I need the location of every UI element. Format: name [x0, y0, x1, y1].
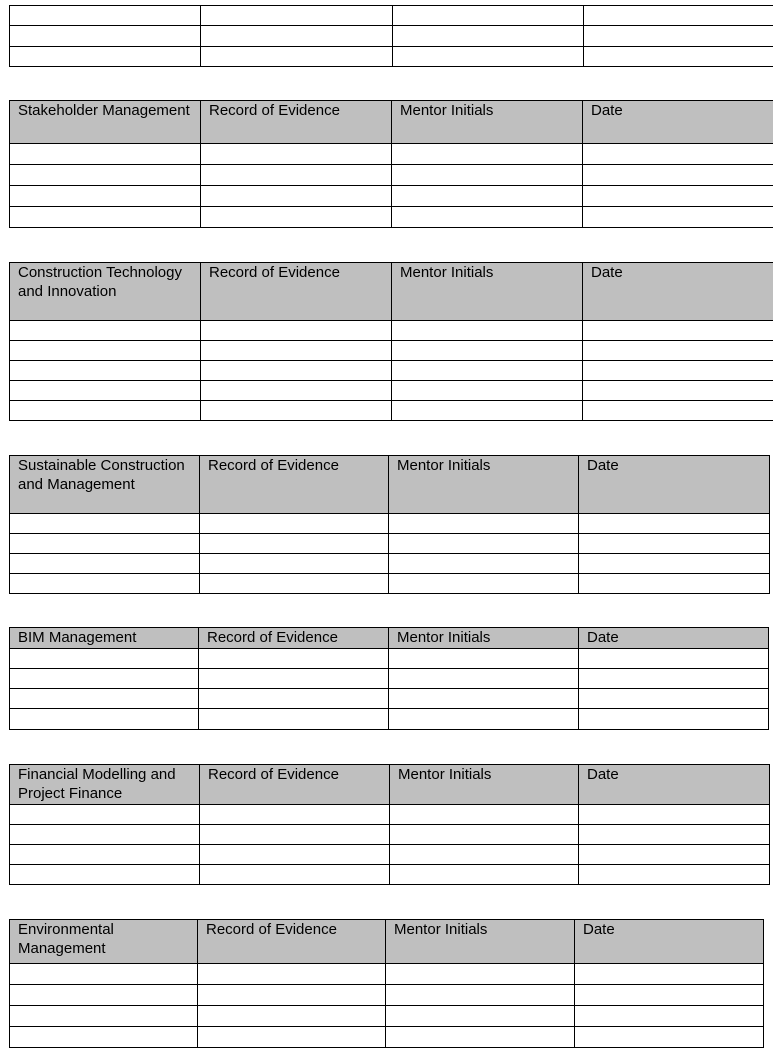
table-row	[10, 865, 770, 885]
mentor-initials-cell	[393, 6, 584, 26]
table-row	[10, 26, 773, 47]
date-cell	[583, 341, 773, 361]
mentor-initials-cell	[389, 649, 579, 669]
evidence-cell	[201, 6, 393, 26]
date-header: Date	[579, 456, 770, 514]
evidence-cell	[201, 207, 392, 228]
evidence-cell	[200, 574, 389, 594]
evidence-cell	[200, 865, 390, 885]
date-cell	[579, 689, 769, 709]
competency-cell	[10, 865, 200, 885]
evidence-cell	[201, 401, 392, 421]
evidence-cell	[201, 381, 392, 401]
table-row	[10, 669, 769, 689]
table-row	[10, 186, 773, 207]
environmental-management-table	[9, 919, 764, 1048]
competency-cell	[10, 669, 199, 689]
competency-cell	[10, 985, 198, 1006]
date-header: Date	[575, 920, 764, 964]
date-cell	[575, 964, 764, 985]
evidence-cell	[200, 805, 390, 825]
table-row	[10, 381, 773, 401]
date-cell	[583, 381, 773, 401]
date-header: Date	[579, 628, 769, 649]
mentor-initials-header: Mentor Initials	[386, 920, 575, 964]
header-row	[10, 628, 769, 649]
table-row	[10, 321, 773, 341]
date-cell	[583, 144, 773, 165]
mentor-initials-header: Mentor Initials	[392, 101, 583, 144]
construction-technology-table	[9, 262, 773, 421]
mentor-initials-header: Mentor Initials	[392, 263, 583, 321]
mentor-initials-cell	[392, 401, 583, 421]
date-header: Date	[583, 263, 773, 321]
table-row	[10, 401, 773, 421]
competency-cell	[10, 144, 201, 165]
record-of-evidence-header: Record of Evidence	[201, 101, 392, 144]
date-header: Date	[579, 765, 770, 805]
evidence-cell	[200, 845, 390, 865]
date-cell	[579, 514, 770, 534]
table-row	[10, 1006, 764, 1027]
date-cell	[579, 825, 770, 845]
competency-cell	[10, 381, 201, 401]
mentor-initials-cell	[389, 574, 579, 594]
competency-cell	[10, 361, 201, 381]
header-row	[10, 456, 770, 514]
evidence-cell	[199, 649, 389, 669]
table-row	[10, 207, 773, 228]
mentor-initials-cell	[393, 26, 584, 47]
table-row	[10, 985, 764, 1006]
mentor-initials-cell	[389, 669, 579, 689]
date-cell	[583, 207, 773, 228]
table-row	[10, 165, 773, 186]
date-cell	[583, 401, 773, 421]
section-title: Sustainable Construction and Management	[10, 456, 200, 514]
section-title: Financial Modelling and Project Finance	[10, 765, 200, 805]
date-cell	[584, 47, 773, 67]
mentor-initials-cell	[392, 207, 583, 228]
evidence-cell	[201, 361, 392, 381]
section-title: Stakeholder Management	[10, 101, 201, 144]
record-of-evidence-header: Record of Evidence	[198, 920, 386, 964]
table-row	[10, 47, 773, 67]
table-row	[10, 361, 773, 381]
competency-cell	[10, 165, 201, 186]
table-row	[10, 534, 770, 554]
sustainable-construction-table	[9, 455, 770, 594]
record-of-evidence-header: Record of Evidence	[201, 263, 392, 321]
competency-cell	[10, 649, 199, 669]
header-row	[10, 920, 764, 964]
table-row	[10, 709, 769, 730]
competency-cell	[10, 6, 201, 26]
mentor-initials-cell	[392, 144, 583, 165]
evidence-cell	[198, 1027, 386, 1048]
table-row	[10, 574, 770, 594]
mentor-initials-cell	[386, 985, 575, 1006]
evidence-cell	[200, 554, 389, 574]
table-row	[10, 845, 770, 865]
competency-cell	[10, 186, 201, 207]
mentor-initials-cell	[392, 186, 583, 207]
mentor-initials-cell	[386, 1006, 575, 1027]
date-cell	[579, 574, 770, 594]
competency-cell	[10, 534, 200, 554]
evidence-cell	[199, 669, 389, 689]
date-cell	[575, 985, 764, 1006]
competency-cell	[10, 964, 198, 985]
evidence-cell	[201, 165, 392, 186]
evidence-cell	[199, 689, 389, 709]
evidence-cell	[201, 47, 393, 67]
table-row	[10, 6, 773, 26]
header-row	[10, 765, 770, 805]
mentor-initials-cell	[390, 825, 579, 845]
header-row	[10, 101, 773, 144]
section-title: BIM Management	[10, 628, 199, 649]
record-of-evidence-header: Record of Evidence	[200, 765, 390, 805]
date-cell	[579, 534, 770, 554]
date-cell	[579, 805, 770, 825]
mentor-initials-cell	[390, 865, 579, 885]
competency-cell	[10, 47, 201, 67]
competency-cell	[10, 1006, 198, 1027]
mentor-initials-cell	[392, 321, 583, 341]
mentor-initials-cell	[389, 554, 579, 574]
mentor-initials-cell	[392, 341, 583, 361]
date-cell	[579, 554, 770, 574]
evidence-cell	[200, 825, 390, 845]
date-cell	[579, 649, 769, 669]
table-row	[10, 554, 770, 574]
record-of-evidence-header: Record of Evidence	[199, 628, 389, 649]
evidence-cell	[201, 341, 392, 361]
date-cell	[583, 321, 773, 341]
evidence-cell	[199, 709, 389, 730]
competency-cell	[10, 845, 200, 865]
table-row	[10, 805, 770, 825]
date-cell	[579, 709, 769, 730]
mentor-initials-header: Mentor Initials	[389, 456, 579, 514]
table-row	[10, 649, 769, 669]
competency-cell	[10, 709, 199, 730]
competency-cell	[10, 825, 200, 845]
bim-management-table	[9, 627, 769, 730]
competency-cell	[10, 805, 200, 825]
table-row	[10, 1027, 764, 1048]
continued-table	[9, 5, 773, 67]
mentor-initials-cell	[392, 165, 583, 186]
mentor-initials-cell	[386, 1027, 575, 1048]
table-row	[10, 964, 764, 985]
date-cell	[579, 669, 769, 689]
mentor-initials-cell	[393, 47, 584, 67]
mentor-initials-cell	[389, 514, 579, 534]
table-row	[10, 144, 773, 165]
competency-cell	[10, 321, 201, 341]
competency-cell	[10, 26, 201, 47]
header-row	[10, 263, 773, 321]
table-row	[10, 689, 769, 709]
date-cell	[579, 865, 770, 885]
competency-cell	[10, 514, 200, 534]
evidence-cell	[200, 534, 389, 554]
evidence-cell	[201, 26, 393, 47]
financial-modelling-table	[9, 764, 770, 885]
section-title: Construction Technology and Innovation	[10, 263, 201, 321]
date-cell	[583, 361, 773, 381]
competency-cell	[10, 401, 201, 421]
date-cell	[583, 186, 773, 207]
evidence-cell	[201, 321, 392, 341]
mentor-initials-header: Mentor Initials	[390, 765, 579, 805]
competency-cell	[10, 1027, 198, 1048]
evidence-cell	[201, 186, 392, 207]
mentor-initials-header: Mentor Initials	[389, 628, 579, 649]
mentor-initials-cell	[392, 381, 583, 401]
date-cell	[579, 845, 770, 865]
competency-cell	[10, 207, 201, 228]
date-cell	[584, 26, 773, 47]
date-header: Date	[583, 101, 773, 144]
table-row	[10, 514, 770, 534]
evidence-cell	[198, 964, 386, 985]
mentor-initials-cell	[390, 805, 579, 825]
date-cell	[583, 165, 773, 186]
mentor-initials-cell	[389, 689, 579, 709]
mentor-initials-cell	[390, 845, 579, 865]
mentor-initials-cell	[392, 361, 583, 381]
date-cell	[575, 1027, 764, 1048]
competency-cell	[10, 689, 199, 709]
evidence-cell	[198, 985, 386, 1006]
mentor-initials-cell	[389, 534, 579, 554]
competency-cell	[10, 554, 200, 574]
stakeholder-management-table	[9, 100, 773, 228]
date-cell	[575, 1006, 764, 1027]
date-cell	[584, 6, 773, 26]
evidence-cell	[201, 144, 392, 165]
mentor-initials-cell	[389, 709, 579, 730]
table-row	[10, 341, 773, 361]
evidence-cell	[198, 1006, 386, 1027]
table-row	[10, 825, 770, 845]
section-title: Environmental Management	[10, 920, 198, 964]
mentor-initials-cell	[386, 964, 575, 985]
record-of-evidence-header: Record of Evidence	[200, 456, 389, 514]
competency-cell	[10, 574, 200, 594]
evidence-cell	[200, 514, 389, 534]
competency-cell	[10, 341, 201, 361]
